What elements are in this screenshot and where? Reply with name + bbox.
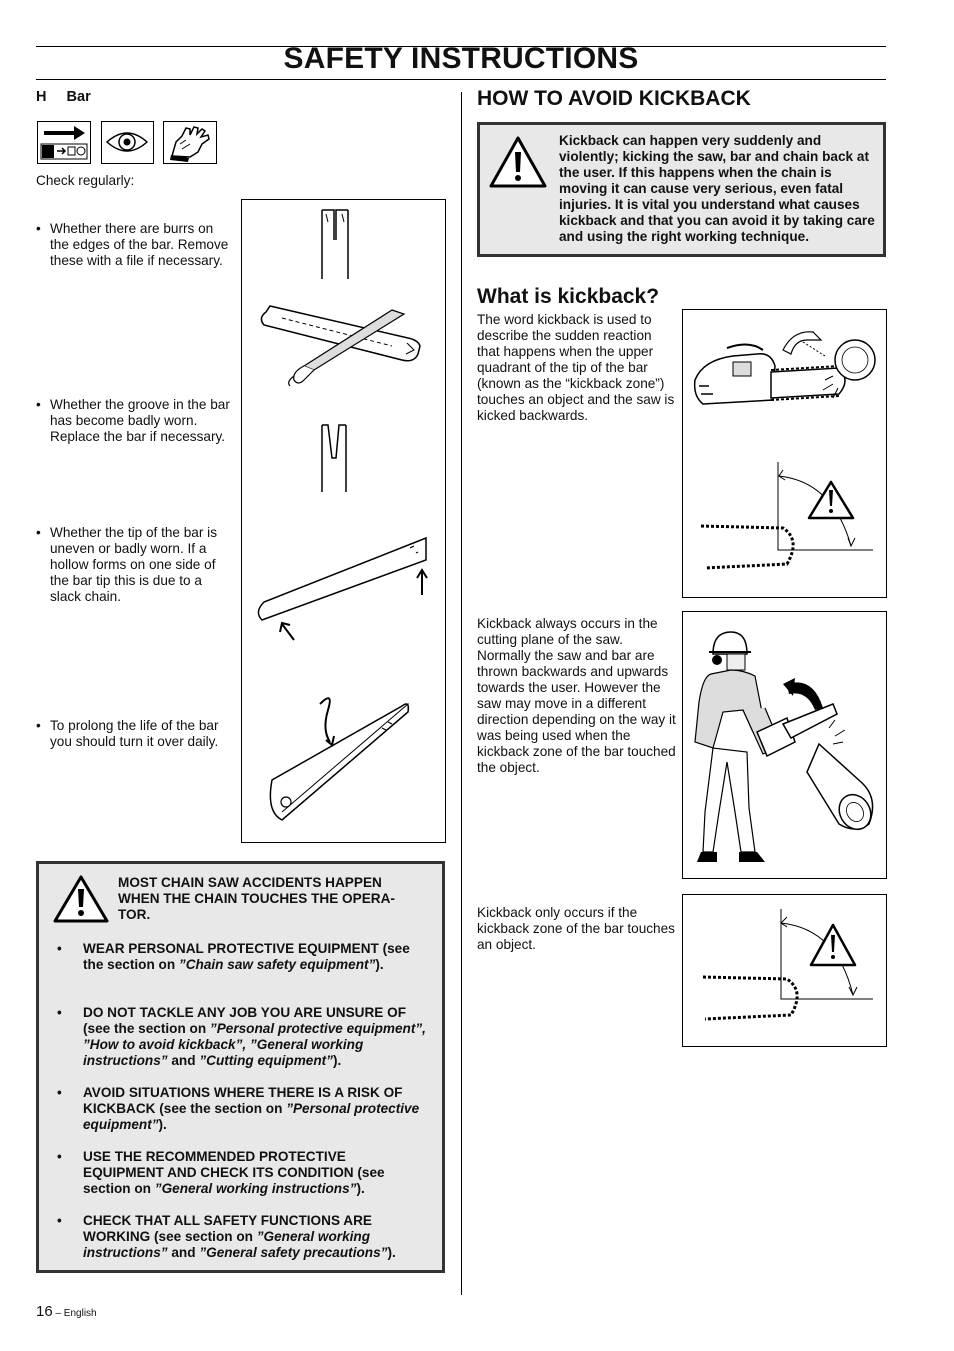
bullet-text: Whether there are burrs on the edges of the bar. Remove these with a file if necessary. bbox=[50, 221, 229, 268]
kickback-warning-text: Kickback can happen very suddenly and violently; kicking the saw, bar and chain back at the user. If this happens when the chain is moving it can cause very serious, even fatal injuries. It is vital you understand what causes kickback and that you can avoid it by taking care and using the right working technique. bbox=[559, 133, 875, 244]
item-text: and bbox=[167, 1053, 200, 1068]
item-text: ). bbox=[356, 1181, 365, 1196]
item-text: and bbox=[167, 1245, 200, 1260]
kickback-zone-diagram bbox=[682, 894, 887, 1047]
bullet-text: Whether the tip of the bar is uneven or badly worn. If a hollow forms on one side of the bar tip this is due to a slack chain. bbox=[50, 525, 217, 604]
bullet-tip: • Whether the tip of the bar is uneven or badly worn. If a hollow forms on one side of the bar tip this is due to a slack chain. bbox=[36, 525, 232, 605]
item-ref: ”Personal protective equipment”, ”How to avoid kickback”, ”General working instructions” bbox=[83, 1021, 426, 1068]
footer-language: – English bbox=[52, 1308, 97, 1319]
bar-tip-illustration bbox=[258, 538, 427, 640]
bullet-groove: • Whether the groove in the bar has become badly worn. Replace the bar if necessary. bbox=[36, 397, 232, 445]
item-ref: ”General working instructions” bbox=[83, 1229, 371, 1260]
item-text: USE THE RECOMMENDED PROTECTIVE EQUIPMENT AND CHECK ITS CONDITION (see section on bbox=[83, 1149, 385, 1196]
item-ref: ”Cutting equipment” bbox=[199, 1053, 333, 1068]
kickback-zone-illustration bbox=[682, 309, 887, 598]
accident-warning-box bbox=[36, 861, 445, 1273]
warning-box-title: MOST CHAIN SAW ACCIDENTS HAPPEN WHEN THE CHAIN TOUCHES THE OPERA-TOR. bbox=[118, 875, 395, 922]
section-heading bbox=[36, 89, 91, 105]
warning-item-unsure-job: • DO NOT TACKLE ANY JOB YOU ARE UNSURE OF (see the section on ”Personal protective equipment”, ”How to avoid kickback”, ”General working instructions” and ”Cutting equipment”). bbox=[57, 1005, 426, 1068]
bullet-burrs: • Whether there are burrs on the edges of the bar. Remove these with a file if necessary. bbox=[36, 221, 232, 269]
warning-item-kickback-risk: • AVOID SITUATIONS WHERE THERE IS A RISK OF KICKBACK (see the section on ”Personal protective equipment”). bbox=[57, 1085, 420, 1132]
header-rule-bottom bbox=[36, 79, 886, 80]
item-ref: ”Personal protective equipment” bbox=[83, 1101, 420, 1132]
section-title: Bar bbox=[66, 89, 91, 105]
item-text: ). bbox=[332, 1053, 342, 1068]
bullet-turn: • To prolong the life of the bar you should turn it over daily. bbox=[36, 718, 232, 750]
section-letter: H bbox=[36, 89, 47, 105]
kickback-para-3: Kickback only occurs if the kickback zone of the bar touches an object. bbox=[477, 905, 675, 952]
arrow-right-icon bbox=[37, 121, 91, 164]
bar-worn-groove-illustration bbox=[322, 425, 346, 492]
what-is-kickback-heading: What is kickback? bbox=[477, 285, 660, 308]
bullet-text: Whether the groove in the bar has become badly worn. Replace the bar if necessary. bbox=[50, 397, 230, 444]
kickback-para-1: The word kickback is used to describe the sudden reaction that happens when the upper quadrant of the tip of the bar (known as the “kickback zone”) touches an object and the saw is kicked backwards. bbox=[477, 312, 675, 423]
page-number: 16 bbox=[36, 1303, 53, 1320]
bar-groove-burrs-illustration bbox=[322, 210, 348, 279]
warning-item-protective-equipment: • WEAR PERSONAL PROTECTIVE EQUIPMENT (see the section on ”Chain saw safety equipment”). bbox=[57, 941, 410, 972]
bar-turn-over-illustration bbox=[270, 698, 408, 820]
item-ref: ”General safety precautions” bbox=[199, 1245, 388, 1260]
item-text: WEAR PERSONAL PROTECTIVE EQUIPMENT (see the section on bbox=[83, 941, 410, 972]
intro-text: Check regularly: bbox=[36, 173, 135, 188]
kickback-heading: HOW TO AVOID KICKBACK bbox=[477, 87, 751, 110]
kickback-warning-box bbox=[477, 122, 886, 257]
bullet-text: To prolong the life of the bar you should turn it over daily. bbox=[50, 718, 219, 749]
glove-icon bbox=[163, 121, 217, 164]
kickback-para-2: Kickback always occurs in the cutting plane of the saw. Normally the saw and bar are thrown backwards and upwards towards the user. However the saw may move in a different direction depending on the way it was being used when the kickback zone of the bar touched the object. bbox=[477, 616, 676, 775]
warning-item-recommended-equipment: • USE THE RECOMMENDED PROTECTIVE EQUIPMENT AND CHECK ITS CONDITION (see section on ”General working instructions”). bbox=[57, 1149, 385, 1196]
item-text: ). bbox=[375, 957, 384, 972]
item-text: ). bbox=[387, 1245, 396, 1260]
item-text: CHECK THAT ALL SAFETY FUNCTIONS ARE WORKING (see section on bbox=[83, 1213, 372, 1244]
page-footer bbox=[36, 1303, 97, 1321]
warning-item-safety-functions: • CHECK THAT ALL SAFETY FUNCTIONS ARE WORKING (see section on ”General working instructions” and ”General safety precautions”). bbox=[57, 1213, 396, 1260]
item-text: AVOID SITUATIONS WHERE THERE IS A RISK OF KICKBACK (see the section on bbox=[83, 1085, 403, 1116]
item-ref: ”General working instructions” bbox=[154, 1181, 357, 1196]
item-ref: ”Chain saw safety equipment” bbox=[178, 957, 376, 972]
page-title: SAFETY INSTRUCTIONS bbox=[283, 42, 639, 75]
bar-illustrations bbox=[241, 199, 446, 843]
column-divider bbox=[461, 92, 462, 1295]
item-text: DO NOT TACKLE ANY JOB YOU ARE UNSURE OF (see the section on bbox=[83, 1005, 407, 1036]
warning-triangle-icon bbox=[489, 135, 547, 189]
operator-kickback-illustration bbox=[682, 611, 887, 879]
warning-triangle-icon bbox=[53, 874, 109, 924]
item-text: ). bbox=[158, 1117, 167, 1132]
bar-file-illustration bbox=[261, 306, 420, 386]
eye-icon bbox=[101, 121, 154, 164]
